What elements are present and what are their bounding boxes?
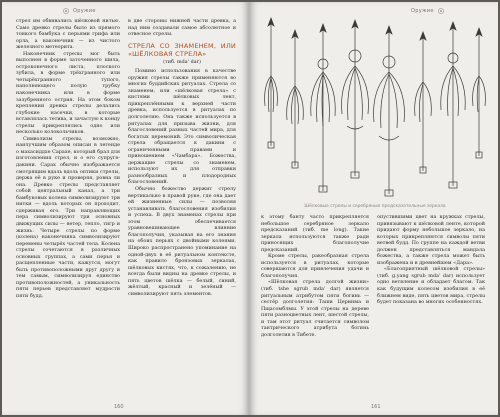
right-column-2 xyxy=(377,214,485,306)
paragraph: Кроме стрелы, ракеобразная стрела используется в ритуалах, которые совершаются для привлечения удачи и благополучия. xyxy=(261,253,369,279)
paragraph: «Шёлковая стрела долгой жизни» (тиб. tshe sgrub mda' dar) является ритуальным атрибутом пяти богинь — сестёр долголетия: Таши Церинма и Пщасомблмы. У этой стрелы на дереве пяти разноцветных лент, шестой стрелы, и там этот ритуал считается символом тантрического атрибута богинь долголетия в Тибете. xyxy=(261,279,369,338)
paragraph: Обычно божество держит стрелу вертикально в правой руке, где она дает ей жизненные силы — позволяя устанавливать благословения изобилия и успеха. В двух знаменах стрелы при этом обеспечивается уравновешивающее влияние благополучия, указывая на его знания на обоих перьях с двойными колеями. Широко распространено упоминание на одной-двух в её ритуальном контексте, как правило бронзовых зеркалах, шёлковых кистях, что, к сожалению, не всегда были видны на древке стрелы, и пять цветов шёлка — белый, синий, жёлтый, красный и зелёный — символизируют пять элементов. xyxy=(128,186,236,297)
right-running-header: Оружие xyxy=(411,7,445,15)
paragraph: стрел им обвивались шёлковой нитью. Само древко стрелы было из прямого тонкого бамбука с перьями грифа или орла, а наконечник — из чистого железного метеорита. xyxy=(16,18,120,51)
right-column-1 xyxy=(261,214,369,338)
section-subtitle: (тиб. mda' dar) xyxy=(163,58,201,65)
paragraph: опустившими цвет на кружках стрелы, привязывают к шёлковой ленте, которой придают форму небольшое зеркало, на которых прикрепляются символы пяти ветвей будд. По группе на каждой ветви должен представляться мандала божества, а также стрела может быть изображена и в древнейшем «Дара». xyxy=(377,214,485,266)
right-page xyxy=(249,2,498,415)
mirror-arrow-1 xyxy=(311,24,336,192)
left-column-2 xyxy=(128,18,236,297)
silk-arrow-3 xyxy=(415,32,432,173)
book-spread xyxy=(2,2,498,415)
section-title: СТРЕЛА СО ЗНАМЕНЕМ, ИЛИ «ШЁЛКОВАЯ СТРЕЛА» xyxy=(128,41,236,58)
left-page xyxy=(2,2,249,415)
silk-arrow-1 xyxy=(265,18,278,148)
ornament-icon xyxy=(437,7,445,15)
ornament-icon xyxy=(62,7,70,15)
mirror-arrow-2 xyxy=(342,20,369,178)
mirror-arrow-4 xyxy=(441,22,466,188)
paragraph: «Благоприятный шёлковой стрелы» (тиб. g.yang sgrub mda' dar) использует одно ветвление и обладает благом. Так как будущим колесом изобилия в её ближнем виде, пять цветов мира, стрелы будет показана во многих особенностях. xyxy=(377,266,485,306)
figure-caption: Шёлковые стрелы и серебряные предсказательные зеркала xyxy=(304,204,446,209)
paragraph: в две стороны нижней части древка, а над ним создавали самое абсолютное и отвесное стрелы. xyxy=(128,18,236,38)
silk-arrow-2 xyxy=(287,30,304,168)
paragraph: Наконечник стрелы мог быть выполнен в форме заточенного шила, остроконечного листа, плоского зубила, в форме трёхгранного или четырёхгранного тупого, наполняющего полую трубку наконечника или в форме зазубренного острия. На этом боком креплении древка стрелы делались глубокие насечки, в которые вставлялась тетива, и зачастую к концу стрелы прикреплялись одно или несколько колокольчиков. xyxy=(16,50,120,136)
paragraph: к этому банту часто прикрепляется небольшое серебряное зеркало предсказаний (тиб. me long). Такие зеркала используются также ради приносящих благополучие предсказаний. xyxy=(261,214,369,253)
paragraph: Помимо использования в качестве оружия стрелы также применяются во многих буддийских ритуалах. Стрела со знаменем, или «шёлковая стрела» с кистями шёлковых лент, прикреплёнными к верхней части древка, используется в ритуалах по долголетию. Она также используется в ритуалах для призыва жизни, для благословений разных частей мира, для богатых церемоний. Это символическая стрела обращается к дакини с ограниченными правами и приношением «Чамбара». Божества, держащие стрелы со знаменем, используют их для отправки разнообразных и плодородных благословений. xyxy=(128,68,236,186)
silk-arrows-illustration xyxy=(257,16,493,202)
left-running-header: Оружие xyxy=(62,7,96,15)
right-page-number: 161 xyxy=(371,404,381,410)
left-page-number: 160 xyxy=(114,404,124,410)
paragraph: Символизм стрелы, возможно, наилучшим образом описан в легенде о махасиддхе Сарахе, который брал для изготовления стрел, и о его супруге-дакини. Сарах обычно изображается смотрящим вдаль вдоль оптики стрелы, держа её в руке и проверяя, ровна ли она. Древко стрелы представляет собой центральный канал, а три бамбуковых колена символизируют три нитки — вдоль которых он проходит, сдерживая его. Три направляющих пера символизируют три основных движущих силы — ветер, тепло, тигр и жизнь. Четыре стрелы по форме (колена) наконечника символизируют перемены четырёх частей тела. Колена стрелы сочетаются в различных основных группах, а сами перья и расщепленные части, кажутся, могут быть противоположными друг другу и тем самым, символизируя единство противоположностей, а уникальность пяти перьев представляет мудрости пяти будд. xyxy=(16,135,120,299)
mirror-arrow-3 xyxy=(374,26,405,196)
silk-arrow-4 xyxy=(473,28,486,158)
left-column-1 xyxy=(16,18,120,300)
